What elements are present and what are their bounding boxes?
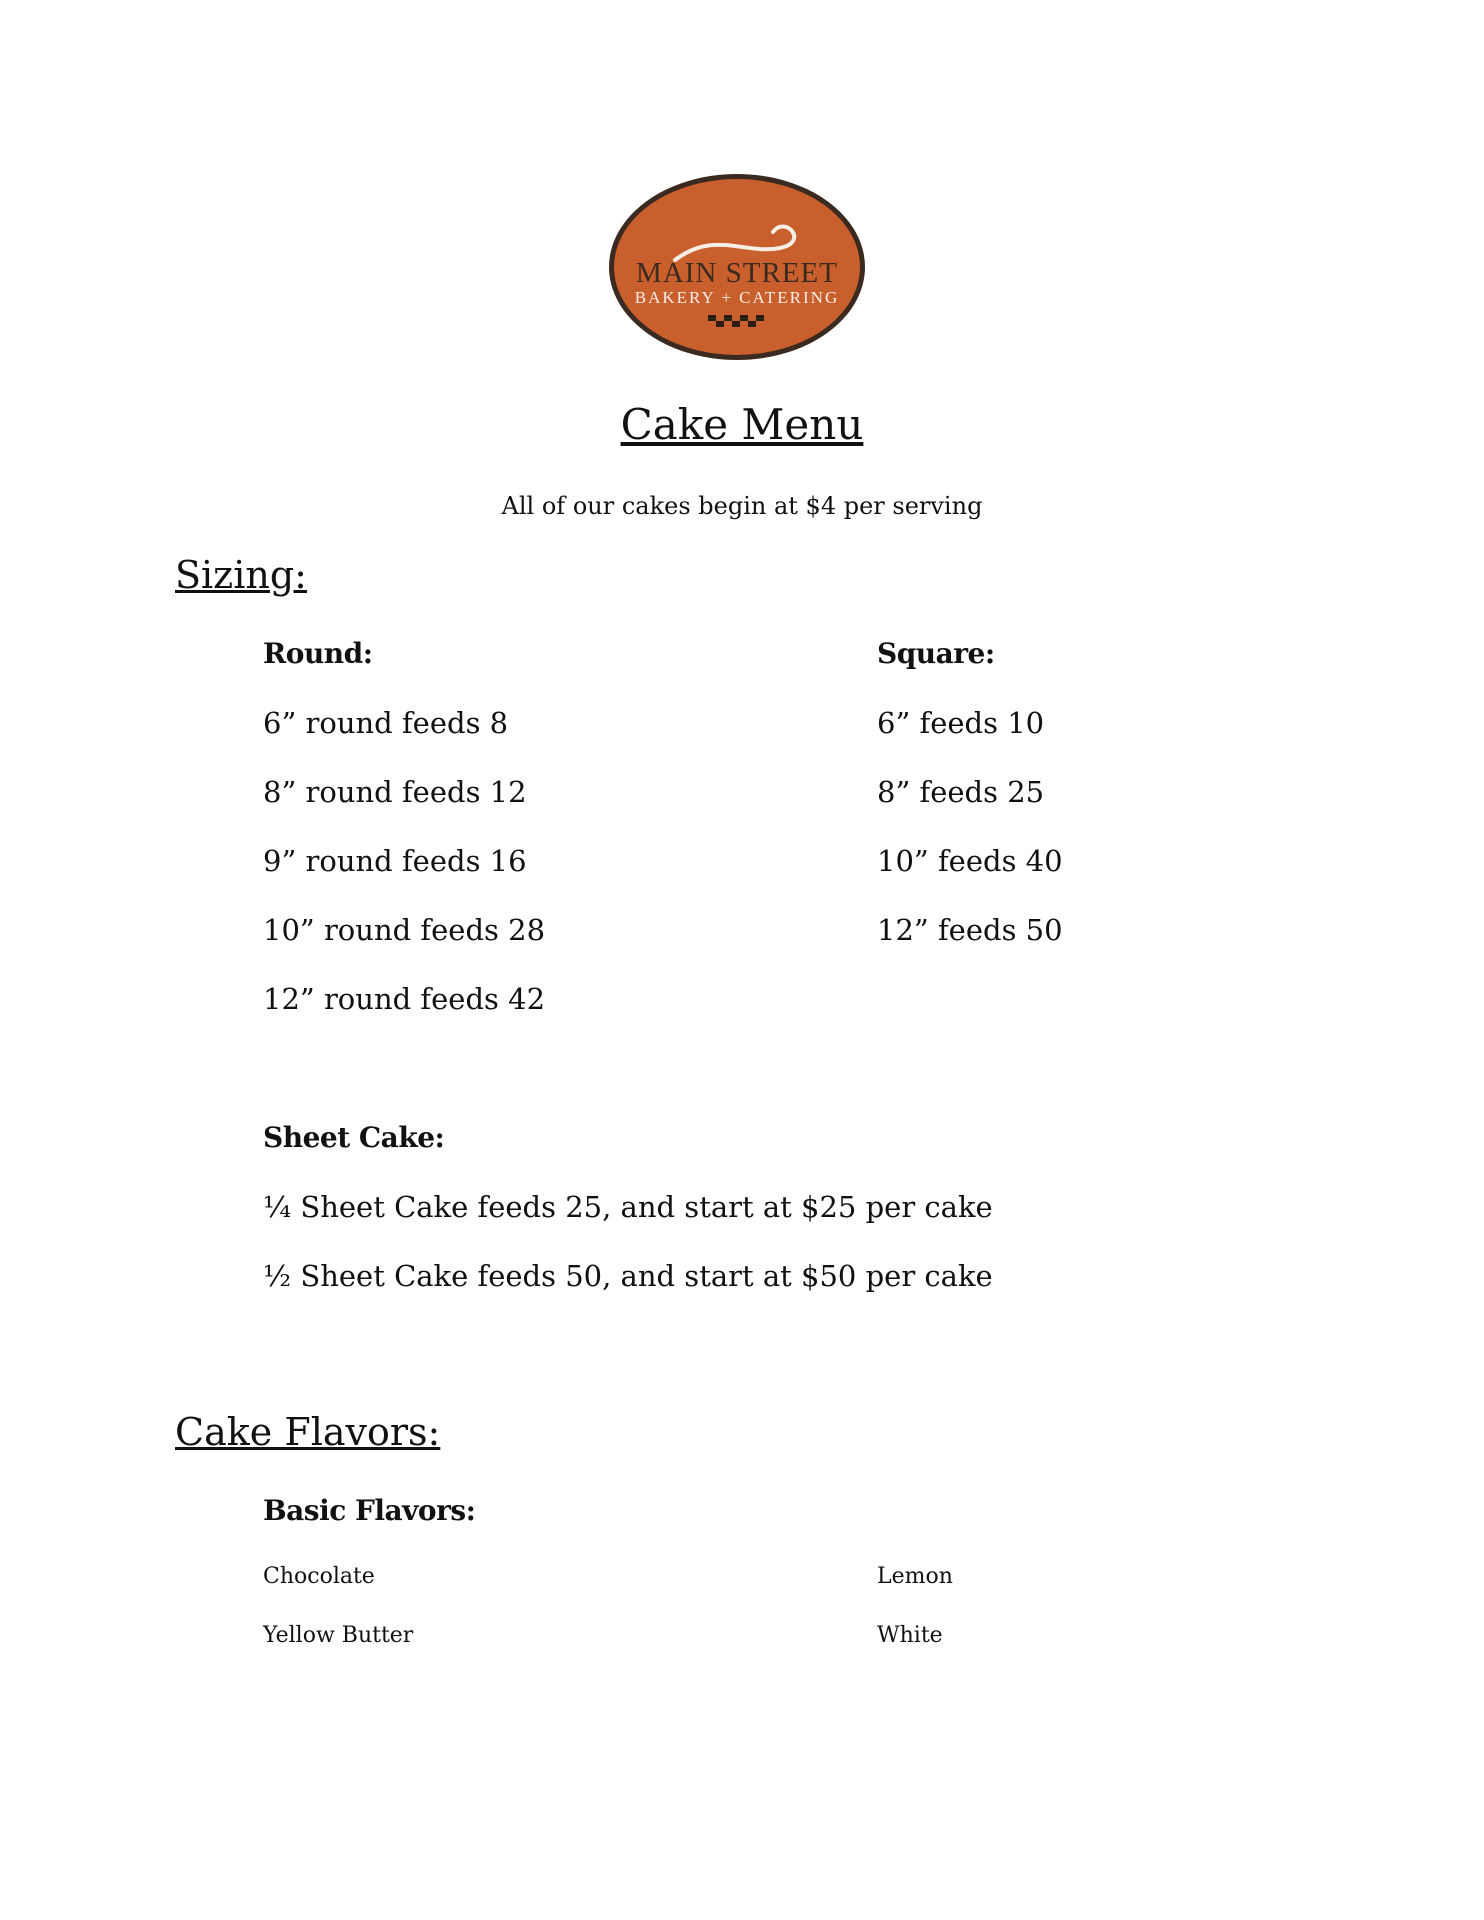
logo-line2: BAKERY + CATERING xyxy=(634,288,840,307)
round-item: 10” round feeds 28 xyxy=(263,913,546,947)
sizing-heading: Sizing: xyxy=(175,553,307,597)
round-item: 8” round feeds 12 xyxy=(263,775,527,809)
square-item: 8” feeds 25 xyxy=(877,775,1045,809)
flavor-item: Chocolate xyxy=(263,1564,375,1589)
flavor-item: Lemon xyxy=(877,1564,953,1589)
square-item: 12” feeds 50 xyxy=(877,913,1063,947)
round-item: 6” round feeds 8 xyxy=(263,706,509,740)
page-title: Cake Menu xyxy=(620,400,864,449)
bakery-logo xyxy=(605,170,870,365)
round-item: 12” round feeds 42 xyxy=(263,982,546,1016)
basic-flavors-heading: Basic Flavors: xyxy=(263,1494,476,1527)
flavor-item: Yellow Butter xyxy=(263,1623,414,1648)
square-item: 6” feeds 10 xyxy=(877,706,1045,740)
round-heading: Round: xyxy=(263,637,373,670)
sheet-cake-heading: Sheet Cake: xyxy=(263,1121,445,1154)
flavor-item: White xyxy=(877,1623,943,1648)
round-item: 9” round feeds 16 xyxy=(263,844,527,878)
logo-line1: MAIN STREET xyxy=(636,257,838,289)
square-item: 10” feeds 40 xyxy=(877,844,1063,878)
sheet-cake-item: ½ Sheet Cake feeds 50, and start at $50 per cake xyxy=(263,1259,993,1293)
square-heading: Square: xyxy=(877,637,995,670)
intro-text: All of our cakes begin at $4 per serving xyxy=(501,492,983,520)
flavors-heading: Cake Flavors: xyxy=(175,1410,441,1454)
sheet-cake-item: ¼ Sheet Cake feeds 25, and start at $25 per cake xyxy=(263,1190,993,1224)
